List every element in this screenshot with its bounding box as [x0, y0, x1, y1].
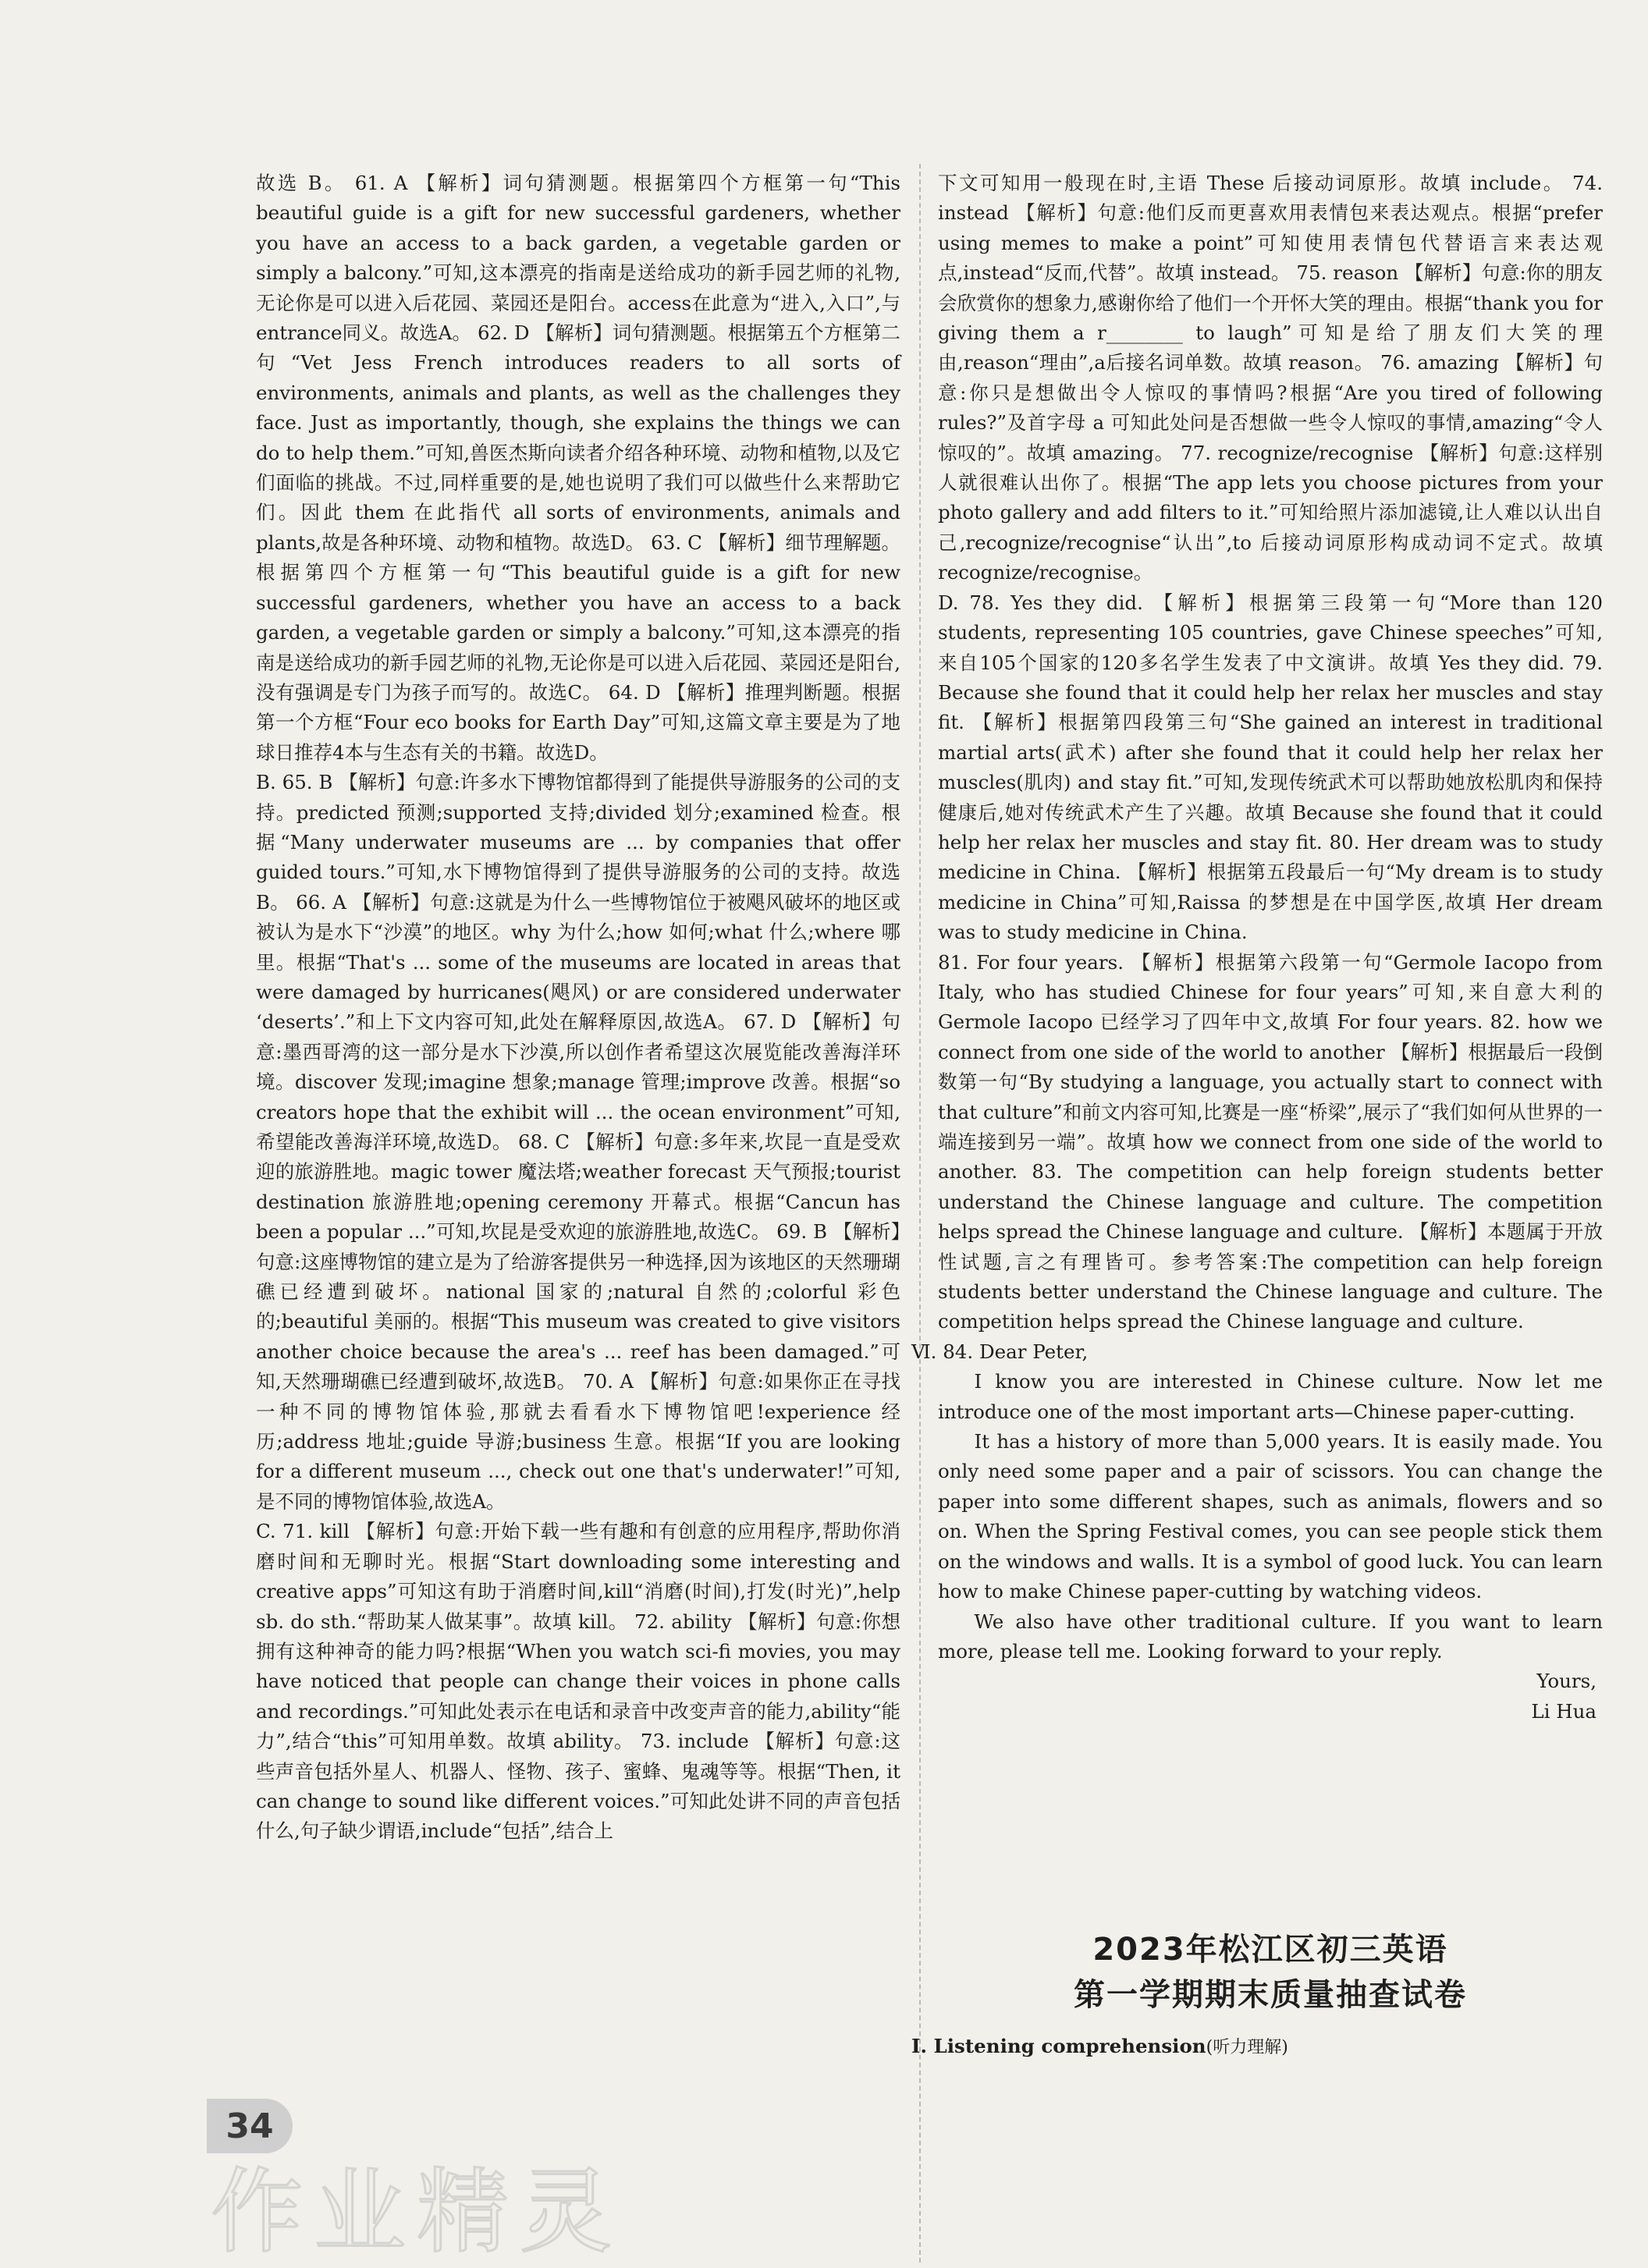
- answer-block-c-end: 下文可知用一般现在时,主语 These 后接动词原形。故填 include。 74. instead 【解析】句意:他们反而更喜欢用表情包来表达观点。根据“prefer using memes to make a point”可知使用表情包代替语言来表达观点,instead“反而,代替”。故填 instead。 75. reason 【解析】句意:你的朋友会欣赏你的想象力,感谢你给了他们一个开怀大笑的理由。根据“thank you for giving them a r________ to laugh”可知是给了朋友们大笑的理由,reason“理由”,a后接名词单数。故填 reason。 76. amazing 【解析】句意:你只是想做出令人惊叹的事情吗?根据“Are you tired of following rules?”及首字母 a 可知此处问是否想做一些令人惊叹的事情,amazing“令人惊叹的”。故填 amazing。 77. recognize/recognise 【解析】句意:这样别人就很难认出你了。根据“The app lets you choose pictures from your photo gallery and add filters to it.”可知给照片添加滤镜,让人难以认出自己,recognize/recognise“认出”,to 后接动词原形构成动词不定式。故填 recognize/recognise。: [938, 172, 1603, 584]
- essay-paragraph: I know you are interested in Chinese culture. Now let me introduce one of the most important arts—Chinese paper-cutting.: [938, 1370, 1603, 1423]
- page-number: 34: [207, 2099, 293, 2153]
- right-column: [911, 169, 1603, 1727]
- essay-signature: Li Hua: [1531, 1699, 1596, 1723]
- answer-block-d-cont: 81. For four years. 【解析】根据第六段第一句“Germole Iacopo from Italy, who has studied Chinese for four years”可知,来自意大利的 Germole Iacopo 已经学习了四年中文,故填 For four years. 82. how we connect from one side of the world to another 【解析】根据最后一段倒数第一句“By studying a language, you actually start to connect with that culture”和前文内容可知,比赛是一座“桥梁”,展示了“我们如何从世界的一端连接到另一端”。故填 how we connect from one side of the world to another. 83. The competition can help foreign students better understand the Chinese language and culture. The competition helps spread the Chinese language and culture. 【解析】本题属于开放性试题,言之有理皆可。参考答案:The competition can help foreign students better understand the Chinese language and culture. The competition helps spread the Chinese language and culture.: [938, 950, 1603, 1333]
- section-heading: [911, 2032, 1606, 2063]
- exam-title: [938, 1927, 1603, 2018]
- essay-closing: Yours,: [1536, 1670, 1596, 1693]
- answer-block-d: D. 78. Yes they did. 【解析】根据第三段第一句“More than 120 students, representing 105 countries, gave Chinese speeches”可知,来自105个国家的120多名学生发表了中文演讲。故填 Yes they did. 79. Because she found that it could help her relax her muscles and stay fit. 【解析】根据第四段第三句“She gained an interest in traditional martial arts(武术) after she found that it could help her relax her muscles(肌肉) and stay fit.”可知,发现传统武术可以帮助她放松肌肉和保持健康后,她对传统武术产生了兴趣。故填 Because she found that it could help her relax her muscles and stay fit. 80. Her dream was to study medicine in China. 【解析】根据第五段最后一句“My dream is to study medicine in China”可知,Raissa 的梦想是在中国学医,故填 Her dream was to study medicine in China.: [938, 591, 1603, 944]
- column-divider: [919, 164, 922, 2263]
- answer-block-b: B. 65. B 【解析】句意:许多水下博物馆都得到了能提供导游服务的公司的支持。predicted 预测;supported 支持;divided 划分;examined 检查。根据“Many underwater museums are ... by companies that offer guided tours.”可知,水下博物馆得到了提供导游服务的公司的支持。故选B。 66. A 【解析】句意:这就是为什么一些博物馆位于被飓风破坏的地区或被认为是水下“沙漠”的地区。why 为什么;how 如何;what 什么;where 哪里。根据“That's ... some of the museums are located in areas that were damaged by hurricanes(飓风) or are considered underwater ‘deserts’.”和上下文内容可知,此处在解释原因,故选A。 67. D 【解析】句意:墨西哥湾的这一部分是水下沙漠,所以创作者希望这次展览能改善海洋环境。discover 发现;imagine 想象;manage 管理;improve 改善。根据“so creators hope that the exhibit will ... the ocean environment”可知,希望能改善海洋环境,故选D。 68. C 【解析】句意:多年来,坎昆一直是受欢迎的旅游胜地。magic tower 魔法塔;weather forecast 天气预报;tourist destination 旅游胜地;opening ceremony 开幕式。根据“Cancun has been a popular ...”可知,坎昆是受欢迎的旅游胜地,故选C。 69. B 【解析】句意:这座博物馆的建立是为了给游客提供另一种选择,因为该地区的天然珊瑚礁已经遭到破坏。national 国家的;natural 自然的;colorful 彩色的;beautiful 美丽的。根据“This museum was created to give visitors another choice because the area's ... reef has been damaged.”可知,天然珊瑚礁已经遭到破坏,故选B。 70. A 【解析】句意:如果你正在寻找一种不同的博物馆体验,那就去看看水下博物馆吧!experience 经历;address 地址;guide 导游;business 生意。根据“If you are looking for a different museum ..., check out one that's underwater!”可知,是不同的博物馆体验,故选A。: [256, 771, 900, 1513]
- section-label: Ⅰ. Listening comprehension: [911, 2035, 1206, 2057]
- answer-block-c-start: C. 71. kill 【解析】句意:开始下载一些有趣和有创意的应用程序,帮助你消磨时间和无聊时光。根据“Start downloading some interesting and creative apps”可知这有助于消磨时间,kill“消磨(时间),打发(时光)”,help sb. do sth.“帮助某人做某事”。故填 kill。 72. ability 【解析】句意:你想拥有这种神奇的能力吗?根据“When you watch sci-fi movies, you may have noticed that people can change their voices in phone calls and recordings.”可知此处表示在电话和录音中改变声音的能力,ability“能力”,结合“this”可知用单数。故填 ability。 73. include 【解析】句意:这些声音包括外星人、机器人、怪物、孩子、蜜蜂、鬼魂等等。根据“Then, it can change to sound like different voices.”可知此处讲不同的声音包括什么,句子缺少谓语,include“包括”,结合上: [256, 1520, 900, 1843]
- model-essay: [911, 1337, 1603, 1727]
- watermark-logo: 作业精灵: [211, 2158, 623, 2266]
- essay-salutation: Ⅵ. 84. Dear Peter,: [911, 1340, 1089, 1363]
- exam-title-line2: 第一学期期末质量抽查试卷: [1074, 1977, 1467, 2013]
- essay-paragraph: We also have other traditional culture. If you want to learn more, please tell me. Looking forward to your reply.: [938, 1610, 1603, 1663]
- essay-paragraph: It has a history of more than 5,000 years. It is easily made. You only need some paper and a pair of scissors. You can change the paper into some different shapes, such as animals, flowers and so on. When the Spring Festival comes, you can see people stick them on the windows and walls. It is a symbol of good luck. You can learn how to make Chinese paper-cutting by watching videos.: [938, 1430, 1603, 1603]
- left-column: [256, 169, 900, 1847]
- section-sub-label: (听力理解): [1206, 2038, 1288, 2057]
- exam-title-line1: 2023年松江区初三英语: [1092, 1932, 1448, 1968]
- answer-block-a-end: 故选 B。 61. A 【解析】词句猜测题。根据第四个方框第一句“This beautiful guide is a gift for new successful gardeners, whether you have an access to a back garden, a vegetable garden or simply a balcony.”可知,这本漂亮的指南是送给成功的新手园艺师的礼物,无论你是可以进入后花园、菜园还是阳台。access在此意为“进入,入口”,与entrance同义。故选A。 62. D 【解析】词句猜测题。根据第五个方框第二句“Vet Jess French introduces readers to all sorts of environments, animals and plants, as well as the challenges they face. Just as importantly, though, she explains the things we can do to help them.”可知,兽医杰斯向读者介绍各种环境、动物和植物,以及它们面临的挑战。不过,同样重要的是,她也说明了我们可以做些什么来帮助它们。因此 them 在此指代 all sorts of environments, animals and plants,故是各种环境、动物和植物。故选D。 63. C 【解析】细节理解题。根据第四个方框第一句“This beautiful guide is a gift for new successful gardeners, whether you have an access to a back garden, a vegetable garden or simply a balcony.”可知,这本漂亮的指南是送给成功的新手园艺师的礼物,无论你是可以进入后花园、菜园还是阳台,没有强调是专门为孩子而写的。故选C。 64. D 【解析】推理判断题。根据第一个方框“Four eco books for Earth Day”可知,这篇文章主要是为了地球日推荐4本与生态有关的书籍。故选D。: [256, 172, 900, 764]
